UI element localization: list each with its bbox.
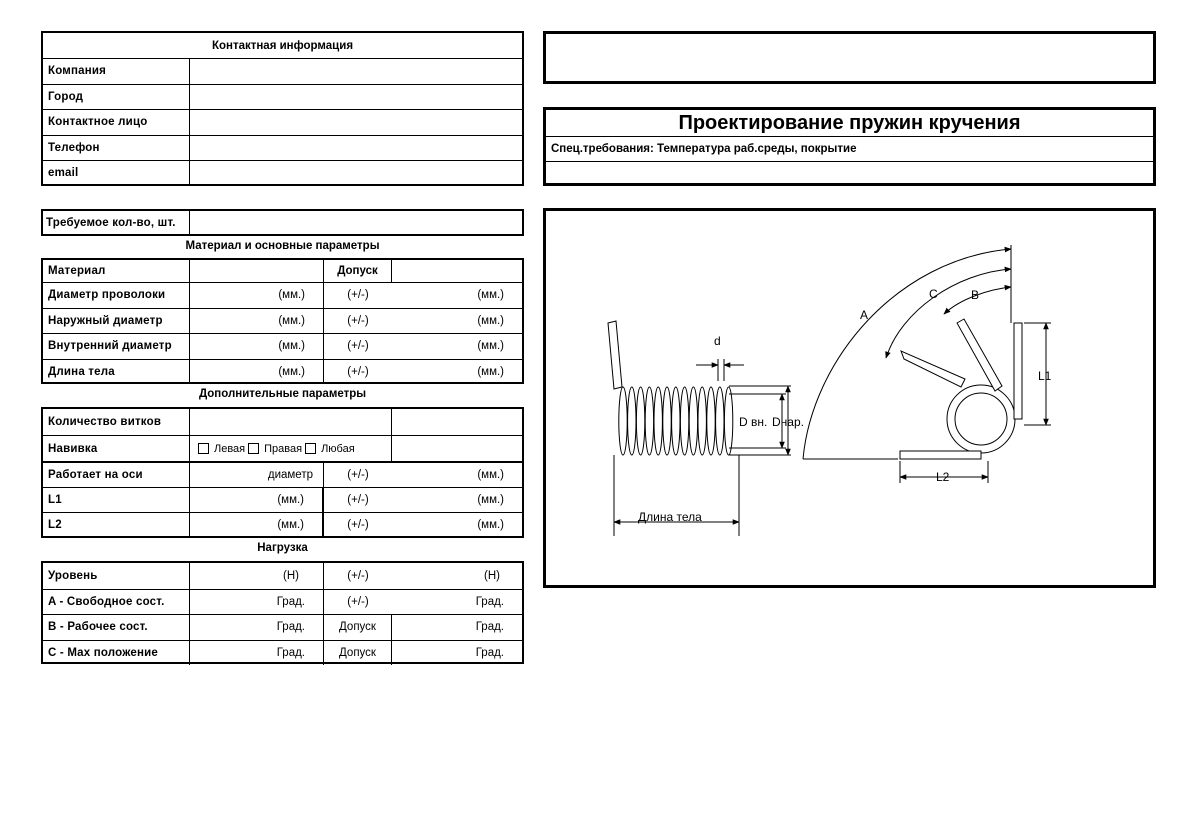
l1-field[interactable]: (мм.) [190,488,324,513]
body-length-row [43,359,522,385]
spring-coil [636,387,644,455]
wire-diameter-pm: (+/-) [347,289,369,302]
outer-diameter-field[interactable]: (мм.) [190,309,324,334]
outer-diameter-tol-field[interactable]: (мм.) [477,314,504,327]
spring-coil [619,387,627,455]
load-b-field[interactable]: Град. [190,615,324,640]
body-length-label: Длина тела [43,360,190,385]
d-outer-label: Dнар. [772,415,804,429]
outer-diameter-label: Наружный диаметр [43,309,190,334]
axis-field[interactable]: диаметр [190,463,324,487]
load-a-label: A - Свободное сост. [43,590,190,615]
load-c-tolerance: Допуск [324,641,392,666]
material-field[interactable] [190,260,324,282]
l1-row [43,487,522,513]
wire-diameter-tol-field[interactable]: (мм.) [477,289,504,302]
contact-info-table [41,31,524,186]
l1-dim-label: L1 [1038,369,1052,383]
contact-header-row [43,33,522,58]
load-b-row [43,614,522,640]
spring-front-view [803,245,1051,483]
wire-diameter-field[interactable]: (мм.) [190,283,324,308]
outer-diameter-row [43,308,522,334]
angle-c-label: C [929,287,938,301]
wire-diameter-label: Диаметр проволоки [43,283,190,308]
contact-field-phone[interactable] [190,136,522,161]
load-level-pm: (+/-) [347,569,369,582]
load-level-row [43,563,522,589]
wire-diameter-row [43,282,522,308]
l1-pm: (+/-) [347,493,369,506]
blank-box [543,31,1156,84]
load-level-field[interactable]: (Н) [190,563,324,589]
inner-diameter-field[interactable]: (мм.) [190,334,324,359]
load-c-label: C - Max положение [43,641,190,666]
design-title: Проектирование пружин кручения [678,111,1021,134]
spring-coil [663,387,671,455]
load-b-label: B - Рабочее сост. [43,615,190,640]
l2-row [43,512,522,538]
material-header: Материал и основные параметры [185,240,380,252]
material-label: Материал [43,260,190,282]
contact-field-city[interactable] [190,85,522,110]
outer-diameter-pm: (+/-) [347,314,369,327]
inner-diameter-tol-field[interactable]: (мм.) [477,340,504,353]
material-row [43,260,522,282]
winding-right-label: Правая [264,442,303,455]
body-length-tol-field[interactable]: (мм.) [477,365,504,378]
spring-coil [672,387,680,455]
contact-label-phone: Телефон [43,136,190,161]
contact-header: Контактная информация [211,39,354,52]
angle-b-label: B [971,288,980,302]
load-a-tol-field[interactable]: Град. [475,595,504,608]
contact-label-city: Город [43,85,190,110]
design-title-box [543,107,1156,186]
load-b-tol-field[interactable]: Град. [475,621,504,634]
l1-tol-field[interactable]: (мм.) [477,493,504,506]
l2-label: L2 [43,513,190,538]
winding-any-label: Любая [321,442,355,455]
axis-row [43,461,522,487]
axis-tol-field[interactable]: (мм.) [477,468,504,481]
contact-row-city [43,84,522,110]
load-c-field[interactable]: Град. [190,641,324,666]
spring-coil [698,387,706,455]
load-a-row [43,589,522,615]
spec-requirements: Спец.требования: Температура раб.среды, покрытие [546,137,1153,162]
load-c-row [43,640,522,666]
body-length-dim-label: Длина тела [638,510,702,524]
quantity-table [41,209,524,236]
axis-pm: (+/-) [347,468,369,481]
additional-table [41,407,524,538]
l2-field[interactable]: (мм.) [190,513,324,538]
inner-diameter-row [43,333,522,359]
inner-diameter-label: Внутренний диаметр [43,334,190,359]
quantity-row [43,211,522,234]
load-a-field[interactable]: Град. [190,590,324,615]
load-b-tolerance: Допуск [324,615,392,640]
spring-diagram-box [543,208,1156,588]
coils-field[interactable] [190,409,392,435]
l2-tol-field[interactable]: (мм.) [477,519,504,532]
d-label: d [714,334,721,348]
contact-row-person [43,109,522,135]
tolerance-label: Допуск [324,260,392,282]
spring-coil [680,387,688,455]
winding-row [43,435,522,461]
contact-row-phone [43,135,522,161]
body-length-field[interactable]: (мм.) [190,360,324,385]
spring-coil [707,387,715,455]
winding-left-label: Левая [214,442,246,455]
winding-left-checkbox[interactable] [198,443,209,454]
tolerance-field[interactable] [392,260,522,282]
spring-coil [689,387,697,455]
load-level-tol-field[interactable]: (Н) [484,569,500,582]
winding-options [190,436,392,461]
l2-pm: (+/-) [347,519,369,532]
angle-a-label: A [860,308,869,322]
spec-field[interactable] [546,162,1153,185]
contact-row-company [43,58,522,84]
axis-label: Работает на оси [43,463,190,487]
spring-coil [716,387,724,455]
spring-coil [724,387,732,455]
coils-row [43,409,522,435]
load-header: Нагрузка [257,542,308,554]
d-inner-label: D вн. [739,415,768,429]
contact-label-company: Компания [43,59,190,84]
contact-label-email: email [43,161,190,185]
load-c-tol-field[interactable]: Град. [475,646,504,659]
contact-field-person[interactable] [190,110,522,135]
additional-header: Дополнительные параметры [198,388,367,400]
l1-label: L1 [43,488,190,513]
winding-label: Навивка [43,436,190,461]
body-length-pm: (+/-) [347,365,369,378]
spring-coil [654,387,662,455]
inner-diameter-pm: (+/-) [347,340,369,353]
load-table [41,561,524,664]
winding-any-checkbox[interactable] [305,443,316,454]
l2-dim-label: L2 [936,470,950,484]
load-level-label: Уровень [43,563,190,589]
winding-right-checkbox[interactable] [248,443,259,454]
load-a-pm: (+/-) [347,595,369,608]
quantity-label: Требуемое кол-во, шт. [43,211,190,234]
spring-diagram [546,211,1153,585]
spring-coil [645,387,653,455]
spring-coil [628,387,636,455]
quantity-field[interactable] [190,211,522,234]
contact-row-email [43,160,522,186]
material-table [41,258,524,384]
coils-label: Количество витков [43,409,190,435]
contact-field-email[interactable] [190,161,522,185]
contact-field-company[interactable] [190,59,522,84]
contact-label-person: Контактное лицо [43,110,190,135]
